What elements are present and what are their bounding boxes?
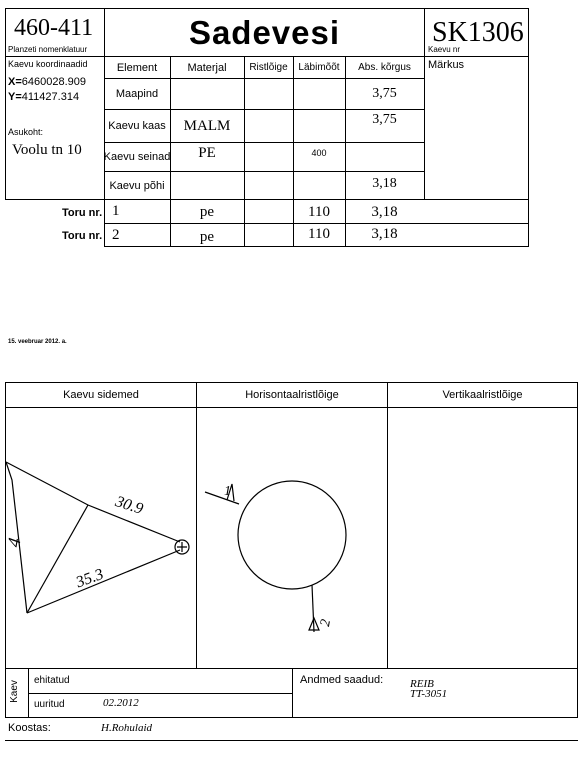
col-header-diameter: Läbimõõt	[298, 62, 340, 73]
col-header-section: Ristlõige	[249, 62, 288, 73]
distance-top: 30.9	[113, 493, 146, 518]
table-row-element: Maapind	[115, 88, 159, 100]
pipe-number: 1	[112, 203, 120, 219]
data-received-label: Andmed saadud:	[300, 674, 384, 686]
table-row-element: Kaevu seinad	[103, 151, 171, 163]
planzet-code: 460-411	[14, 15, 94, 41]
pipe-diameter: 110	[308, 203, 330, 220]
pipe2-mark: 2	[318, 618, 335, 628]
location-label: Asukoht:	[8, 127, 44, 137]
well-side-label: Kaev	[8, 680, 20, 703]
y-value: 411427.314	[21, 91, 80, 103]
table-row-height: 3,18	[372, 175, 397, 191]
pipe-height: 3,18	[371, 226, 398, 242]
well-number-label: Kaevu nr	[428, 45, 461, 54]
pipe-diameter: 110	[308, 226, 330, 242]
col-header-material: Materjal	[187, 61, 227, 74]
compiled-label: Koostas:	[8, 722, 51, 734]
page-title: Sadevesi	[188, 14, 341, 51]
table-row-diameter: 400	[311, 148, 327, 158]
pipe-label: Toru nr.	[62, 230, 103, 242]
table-row-material: MALM	[183, 117, 231, 134]
compiled-value: H.Rohulaid	[101, 722, 153, 734]
table-row-element: Kaevu kaas	[108, 120, 166, 132]
x-value: 6460028.909	[21, 76, 86, 88]
document-date: 15. veebruar 2012. a.	[8, 339, 67, 345]
table-row-element: Kaevu põhi	[109, 179, 165, 192]
location-value: Voolu tn 10	[12, 142, 82, 158]
pipe-height: 3,18	[371, 203, 398, 220]
coords-label: Kaevu koordinaadid	[8, 59, 88, 69]
surveyed-label: uuritud	[34, 699, 65, 710]
pipe1-mark: 1	[224, 484, 231, 499]
built-label: ehitatud	[34, 675, 70, 686]
distance-bottom: 35.3	[73, 565, 106, 592]
x-label: X=	[8, 76, 22, 88]
table-row-height: 3,75	[372, 86, 397, 101]
col-header-height: Abs. kõrgus	[358, 62, 411, 73]
pipe-material: pe	[199, 203, 215, 220]
pipe-material: pe	[199, 229, 215, 245]
sketch-header-connections: Kaevu sidemed	[63, 389, 139, 401]
y-label: Y=	[8, 91, 22, 103]
table-row-material: PE	[198, 144, 216, 161]
left-mark: 4	[3, 536, 25, 549]
pipe-number: 2	[112, 227, 120, 243]
surveyed-value: 02.2012	[103, 697, 139, 709]
sketch-header-vertical: Vertikaalristlõige	[442, 389, 523, 401]
planzet-label: Planzeti nomenklatuur	[8, 45, 88, 54]
col-header-element: Element	[116, 61, 158, 74]
well-number: SK1306	[432, 17, 524, 48]
sketch-header-horizontal: Horisontaalristlõige	[245, 389, 339, 401]
data-received-value-2: TT-3051	[410, 688, 448, 700]
remarks-label: Märkus	[428, 59, 465, 71]
data-received-value-1: REIB	[410, 678, 434, 690]
table-row-height: 3,75	[372, 112, 397, 127]
pipe-label: Toru nr.	[62, 207, 103, 219]
